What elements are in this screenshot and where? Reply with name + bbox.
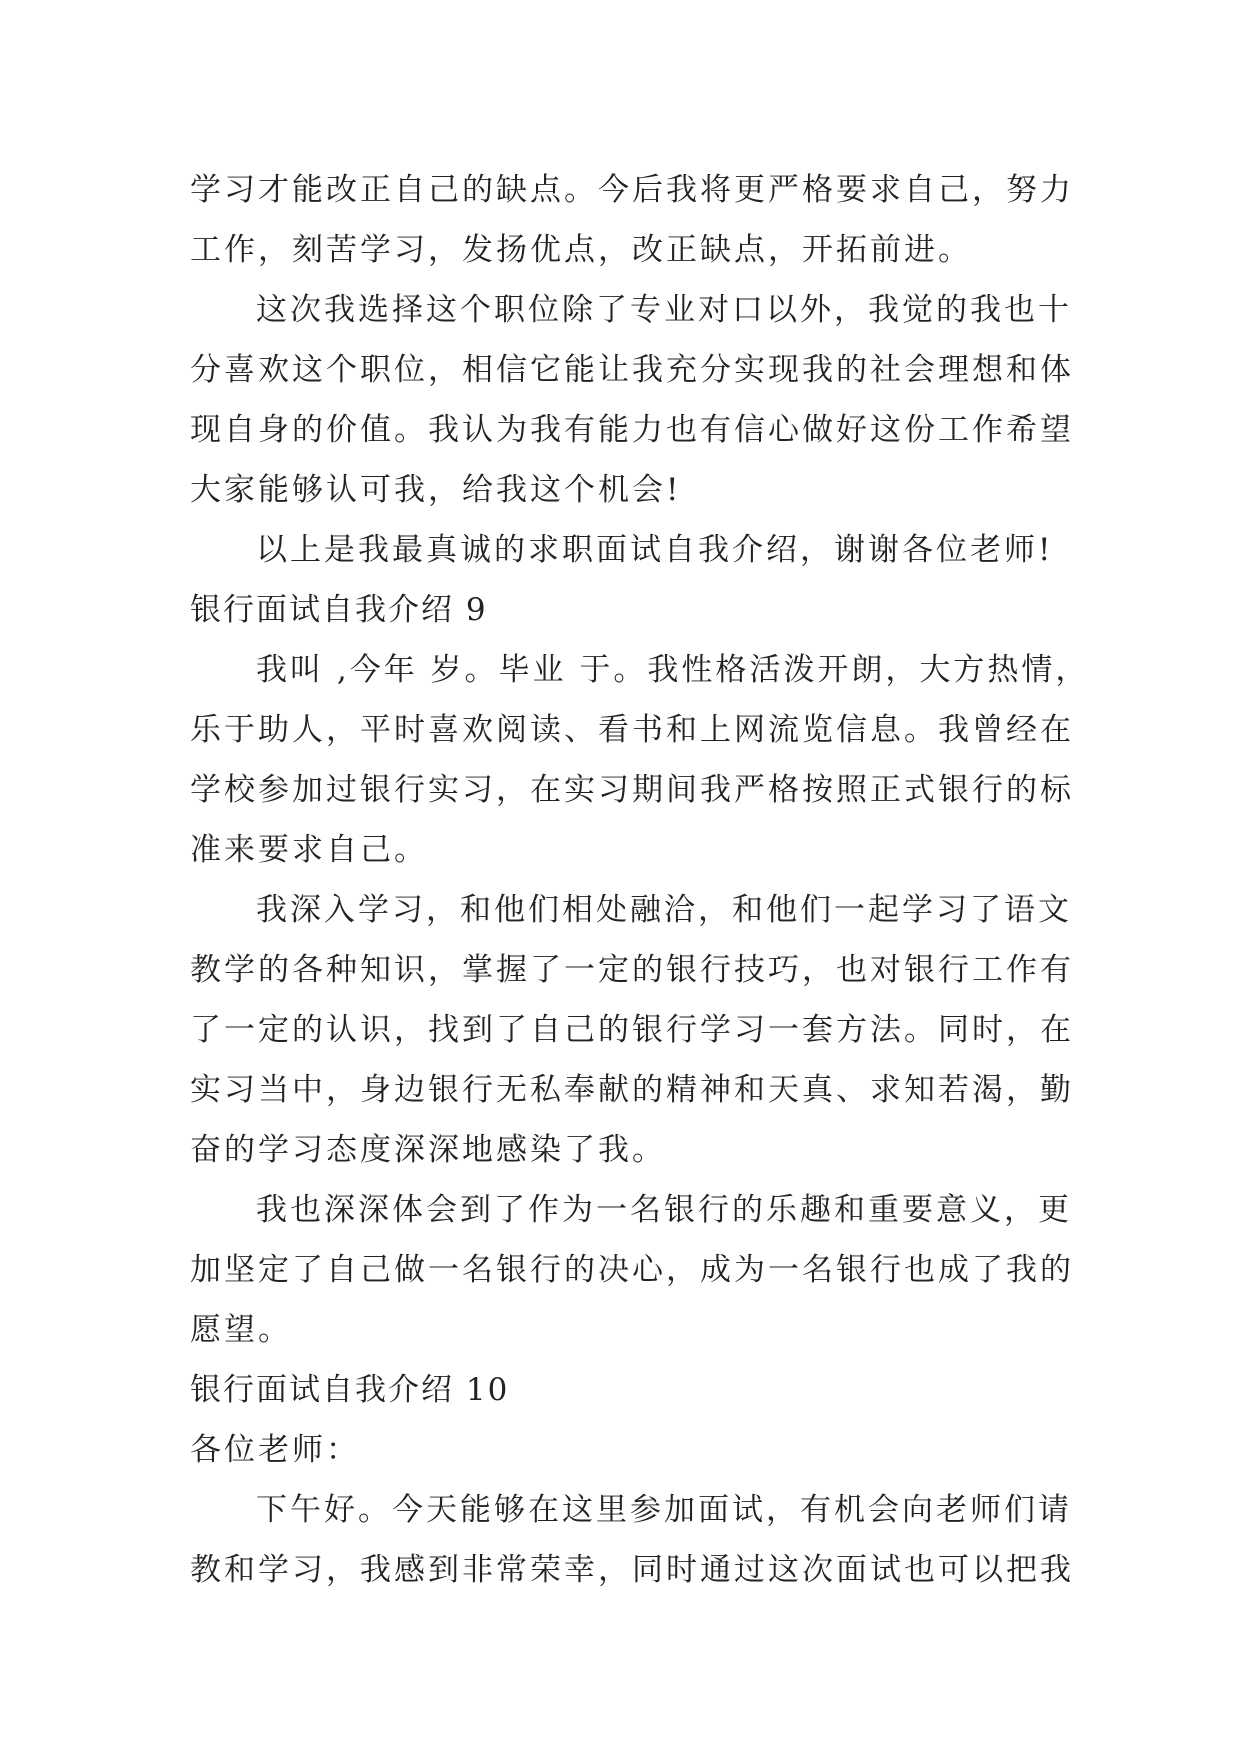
text-line: 学校参加过银行实习，在实习期间我严格按照正式银行的标 bbox=[190, 772, 1074, 808]
text-line: 乐于助人，平时喜欢阅读、看书和上网流览信息。我曾经在 bbox=[190, 712, 1074, 748]
text-line: 加坚定了自己做一名银行的决心，成为一名银行也成了我的 bbox=[190, 1252, 1074, 1288]
text-line: 我深入学习，和他们相处融洽，和他们一起学习了语文 bbox=[256, 892, 1072, 928]
section-heading: 银行面试自我介绍 10 bbox=[190, 1372, 510, 1408]
text-line: 我也深深体会到了作为一名银行的乐趣和重要意义，更 bbox=[256, 1192, 1072, 1228]
text-line: 准来要求自己。 bbox=[190, 832, 428, 868]
text-line: 学习才能改正自己的缺点。今后我将更严格要求自己，努力 bbox=[190, 172, 1074, 208]
document-body bbox=[190, 160, 1090, 1600]
text-line: 工作，刻苦学习，发扬优点，改正缺点，开拓前进。 bbox=[190, 232, 972, 268]
text-line: 了一定的认识，找到了自己的银行学习一套方法。同时，在 bbox=[190, 1012, 1074, 1048]
text-line: 各位老师： bbox=[190, 1432, 360, 1468]
text-line: 实习当中，身边银行无私奉献的精神和天真、求知若渴，勤 bbox=[190, 1072, 1074, 1108]
text-line: 分喜欢这个职位，相信它能让我充分实现我的社会理想和体 bbox=[190, 352, 1074, 388]
text-line: 下午好。今天能够在这里参加面试，有机会向老师们请 bbox=[256, 1492, 1072, 1528]
text-line: 愿望。 bbox=[190, 1312, 292, 1348]
text-line: 现自身的价值。我认为我有能力也有信心做好这份工作希望 bbox=[190, 412, 1074, 448]
text-line: 奋的学习态度深深地感染了我。 bbox=[190, 1132, 666, 1168]
text-line: 教和学习，我感到非常荣幸，同时通过这次面试也可以把我 bbox=[190, 1552, 1074, 1588]
text-line: 以上是我最真诚的求职面试自我介绍，谢谢各位老师! bbox=[256, 532, 1054, 568]
text-line: 大家能够认可我，给我这个机会! bbox=[190, 472, 682, 508]
section-heading: 银行面试自我介绍 9 bbox=[190, 592, 488, 628]
text-line: 教学的各种知识，掌握了一定的银行技巧，也对银行工作有 bbox=[190, 952, 1074, 988]
text-line: 这次我选择这个职位除了专业对口以外，我觉的我也十 bbox=[256, 292, 1072, 328]
text-line: 我叫 ,今年 岁。毕业 于。我性格活泼开朗，大方热情， bbox=[256, 652, 1090, 688]
